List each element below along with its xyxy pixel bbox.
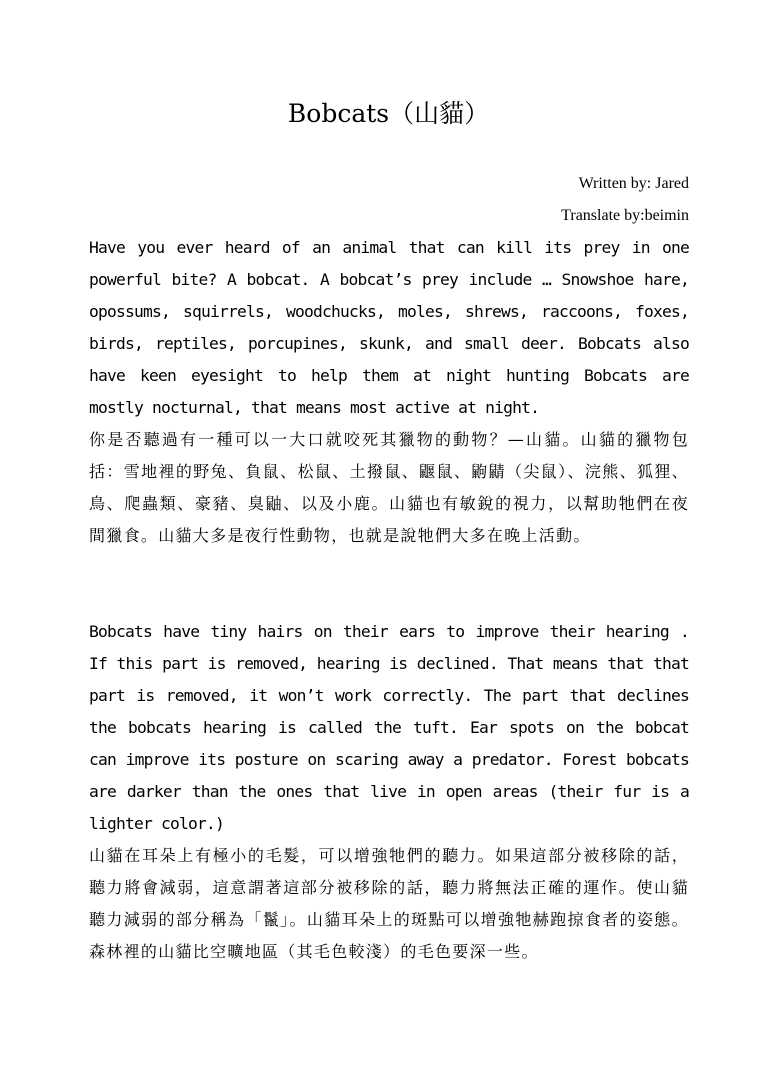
english-paragraph-hearing: Bobcats have tiny hairs on their ears to improve their hearing . If this part is removed, hearing is declined. That means that that part is removed, it won’t work correctly. The part that declines the bobcats hearing is called the tuft. Ear spots on the bobcat can improve its posture on scaring away a predator. Forest bobcats are darker than the ones that live in open areas (their fur is a lighter color.) <box>89 622 689 833</box>
english-paragraph-prey: Have you ever heard of an animal that can kill its prey in one powerful bite? A bobcat. A bobcat’s prey include … Snowshoe hare, opossums, squirrels, woodchucks, moles, shrews, raccoons, foxes, birds, reptiles, porcupines, skunk, and small deer. Bobcats also have keen eyesight to help them at night hunting Bobcats are mostly nocturnal, that means most active at night. <box>89 238 689 417</box>
translator-line: Translate by:beimin <box>561 207 689 224</box>
author-line: Written by: Jared <box>578 175 689 192</box>
chinese-paragraph-prey: 你是否聽過有一種可以一大口就咬死其獵物的動物？—山貓。山貓的獵物包括：雪地裡的野兔、負鼠、松鼠、土撥鼠、鼴鼠、鼩鼱（尖鼠）、浣熊、狐狸、鳥、爬蟲類、豪豬、臭鼬、以及小鹿。山貓也有敏銳的視力，以幫助牠們在夜間獵食。山貓大多是夜行性動物，也就是說牠們大多在晚上活動。 <box>89 430 689 545</box>
chinese-paragraph-hearing: 山貓在耳朵上有極小的毛髮，可以增強牠們的聽力。如果這部分被移除的話，聽力將會減弱，這意謂著這部分被移除的話，聽力將無法正確的運作。使山貓聽力減弱的部分稱為「鬣」。山貓耳朵上的斑點可以增強牠赫跑掠食者的姿態。森林裡的山貓比空曠地區（其毛色較淺）的毛色要深一些。 <box>89 846 689 961</box>
document-title: Bobcats（山貓） <box>287 99 490 128</box>
